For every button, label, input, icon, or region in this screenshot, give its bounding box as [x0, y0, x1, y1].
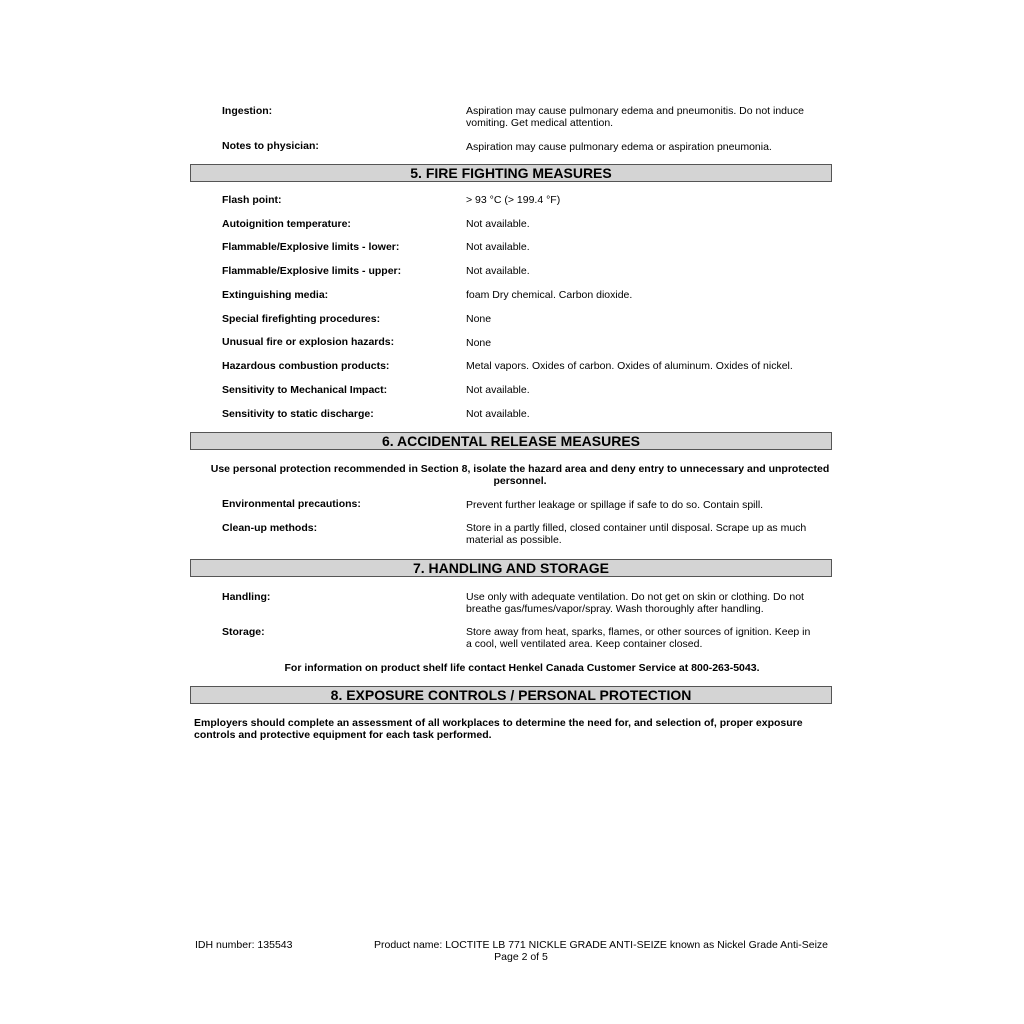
flammable-upper-label: Flammable/Explosive limits - upper:	[222, 265, 402, 277]
environmental-precautions-label: Environmental precautions:	[222, 498, 361, 510]
unusual-hazards-value: None	[466, 337, 492, 349]
clean-up-methods-label: Clean-up methods:	[222, 522, 318, 534]
mechanical-impact-value: Not available.	[466, 384, 530, 396]
combustion-products-value: Metal vapors. Oxides of carbon. Oxides of aluminum. Oxides of nickel.	[466, 360, 793, 372]
unusual-hazards-label: Unusual fire or explosion hazards:	[222, 336, 395, 348]
flammable-lower-value: Not available.	[466, 241, 530, 253]
section-6-intro-line-2: personnel.	[493, 475, 547, 487]
extinguishing-media-value: foam Dry chemical. Carbon dioxide.	[466, 289, 633, 301]
section-7-header: 7. HANDLING AND STORAGE	[190, 559, 832, 577]
storage-value: Store away from heat, sparks, flames, or other sources of ignition. Keep in a cool, well ventilated area. Keep container closed.	[466, 626, 811, 650]
footer-product-name: Product name: LOCTITE LB 771 NICKLE GRADE ANTI-SEIZE known as Nickel Grade Anti-Seize	[374, 939, 829, 951]
section-6-intro-line-1: Use personal protection recommended in Section 8, isolate the hazard area and deny entry to unnecessary and unprotected	[210, 463, 830, 475]
section-5-header: 5. FIRE FIGHTING MEASURES	[190, 164, 832, 182]
autoignition-value: Not available.	[466, 218, 530, 230]
notes-to-physician-value: Aspiration may cause pulmonary edema or aspiration pneumonia.	[466, 141, 772, 153]
shelf-life-note: For information on product shelf life contact Henkel Canada Customer Service at 800-263-5043.	[284, 662, 760, 674]
footer-page-number: Page 2 of 5	[494, 951, 548, 963]
special-firefighting-label: Special firefighting procedures:	[222, 313, 381, 325]
static-discharge-label: Sensitivity to static discharge:	[222, 408, 374, 420]
section-8-intro: Employers should complete an assessment of all workplaces to determine the need for, and selection of, proper exposure controls and protective equipment for each task performed.	[194, 717, 803, 741]
environmental-precautions-value: Prevent further leakage or spillage if safe to do so. Contain spill.	[466, 499, 764, 511]
handling-label: Handling:	[222, 591, 271, 603]
special-firefighting-value: None	[466, 313, 492, 325]
notes-to-physician-label: Notes to physician:	[222, 140, 319, 152]
ingestion-label: Ingestion:	[222, 105, 273, 117]
flammable-lower-label: Flammable/Explosive limits - lower:	[222, 241, 400, 253]
section-8-header: 8. EXPOSURE CONTROLS / PERSONAL PROTECTION	[190, 686, 832, 704]
section-6-header: 6. ACCIDENTAL RELEASE MEASURES	[190, 432, 832, 450]
footer-idh-number: IDH number: 135543	[195, 939, 293, 951]
flash-point-value: > 93 °C (> 199.4 °F)	[466, 194, 561, 206]
ingestion-value: Aspiration may cause pulmonary edema and pneumonitis. Do not induce vomiting. Get medical attention.	[466, 105, 804, 129]
autoignition-label: Autoignition temperature:	[222, 218, 351, 230]
static-discharge-value: Not available.	[466, 408, 530, 420]
extinguishing-media-label: Extinguishing media:	[222, 289, 329, 301]
handling-value: Use only with adequate ventilation. Do not get on skin or clothing. Do not breathe gas/fumes/vapor/spray. Wash thoroughly after handling.	[466, 591, 804, 615]
storage-label: Storage:	[222, 626, 265, 638]
combustion-products-label: Hazardous combustion products:	[222, 360, 390, 372]
flash-point-label: Flash point:	[222, 194, 282, 206]
mechanical-impact-label: Sensitivity to Mechanical Impact:	[222, 384, 388, 396]
clean-up-methods-value: Store in a partly filled, closed container until disposal. Scrape up as much material as possible.	[466, 522, 807, 546]
flammable-upper-value: Not available.	[466, 265, 530, 277]
